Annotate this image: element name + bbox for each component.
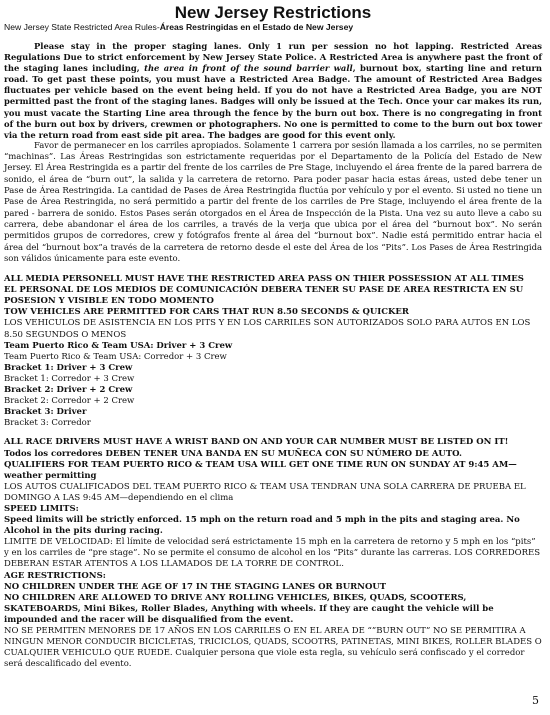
rule-line: Speed limits will be strictly enforced. 15 mph on the return road and 5 mph in the pits and staging area. No Alcohol in the pits during racing. [4,515,520,537]
page-title: New Jersey Restrictions [174,3,372,22]
rule-line: NO SE PERMITEN MENORES DE 17 AÑOS EN LOS CARRILES O EN EL AREA DE “”BURN OUT” NO SE PERMITIRA A NINGUN MENOR CONDUCIR BICICLETAS, TRICICLOS, QUADS, SCOOTRS, PATINETAS, MINI BIKES, ROLLER BLADES O CUALQUIER VEHICULO QUE RUEDE. Cualquier persona que viole esta regla, su vehículo será confiscado y el corredor será descalificado del evento. [4,626,542,670]
rule-line: NO CHILDREN ARE ALLOWED TO DRIVE ANY ROLLING VEHICLES, BIKES, QUADS, SCOOTERS, SKATEBOARDS, Mini Bikes, Roller Blades, Anything with wheels. If they are caught the vehicle will be impounded and the racer will be disqualified from the event. [4,592,494,625]
subtitle-spanish: Áreas Restringidas en el Estado de New Jersey [159,22,354,32]
rule-line: LIMITE DE VELOCIDAD: El límite de velocidad será estrictamente 15 mph en la carretera de retorno y 5 mph en los “pits” y en los carriles de “pre stage”. No se permite el consumo de alcohol en los “Pits” durante las carreras. LOS CORREDORES DEBERAN ESTAR ATENTOS A LOS LLAMADOS DE LA TORRE DE CONTROL. [4,537,541,570]
section-drivers-and-limits [4,437,542,670]
subtitle-english: New Jersey State Restricted Area Rules- [4,22,160,32]
rule-line: ALL MEDIA PERSONELL MUST HAVE THE RESTRICTED AREA PASS ON THIER POSSESSION AT ALL TIMES [4,274,524,285]
paragraph-spanish: Favor de permanecer en los carriles apropiados. Solamente 1 carrera por sesión llamada a los carriles, no se permiten “machinas”. Las Áreas Restringidas son estrictamente requeridas por el Departamento de la Policía del Estado de New Jersey. El Área Restringida es a partir del frente de los carriles de Pre Stage, incluyendo el área frente de la pared barrera de sonido, el área de “burn out”, la salida y la carretera de retorno. Para poder pasar hacia estas áreas, usted debe tener un Pase de Área Restringida. La cantidad de Pases de Área Restringida fluctúa por vehículo y por el evento. Si usted no tiene un Pase de Área Restringida, no será permitido a partir del frente de los carriles de Pre Stage, incluyendo el área frente de la pared - barrera de sonido. Estos Pases serán otorgados en el Área de Inspección de la Pista. Una vez su auto lleve a cabo su carrera, debe abandonar el área de los carriles, a través de la verja que ubica por el área del “burnout box”. No serán permitidos grupos de corredores, crew y fotógrafos frente al área del “burnout box”. Nadie está permitido entrar hacia el área del “burnout box”a través de la carretera de retorno desde el este del Área de los “Pits”. Los Pases de Área Restringida son válidos únicamente para este evento. [4,140,542,264]
rule-line: QUALIFIERS FOR TEAM PUERTO RICO & TEAM USA WILL GET ONE TIME RUN ON SUNDAY AT 9:45 AM—weather permitting [4,459,517,481]
paragraph-english-part2: , burnout box, starting line and return road. To get past these points, you must have a Restricted Area Badge. The amount of Restricted Area Badges fluctuates per vehicle based on the event being held. If you do not have a Restricted Area Badge, you are NOT permitted past the front of the staging lanes. Badges will only be issued at the Tech. Once your car makes its run, you must vacate the Starting Line area through the fence by the burn out box. There is no congregating in front of the burn out box by drivers, crewmen or photographers. No one is permitted to come to the burn out box tower via the return road from east side pit area. The badges are good for this event only. [4,63,542,140]
rule-line: LOS VEHICULOS DE ASISTENCIA EN LOS PITS Y EN LOS CARRILES SON AUTORIZADOS SOLO PARA AUTOS EN LOS 8.50 SEGUNDOS O MENOS [4,318,531,340]
rule-line: AGE RESTRICTIONS: [4,570,106,581]
rule-line: Team Puerto Rico & Team USA: Corredor + 3 Crew [4,351,227,362]
rule-line: Bracket 3: Corredor [4,418,91,429]
rule-line: EL PERSONAL DE LOS MEDIOS DE COMUNICACIÓN DEBERA TENER SU PASE DE AREA RESTRICTA EN SU POSESION Y VISIBLE EN TODO MOMENTO [4,285,524,307]
rule-line: ALL RACE DRIVERS MUST HAVE A WRIST BAND ON AND YOUR CAR NUMBER MUST BE LISTED ON IT! [4,437,509,448]
rule-line: TOW VEHICLES ARE PERMITTED FOR CARS THAT RUN 8.50 SECONDS & QUICKER [4,307,409,318]
paragraph-english-part1: Please stay in the proper staging lanes. Only 1 run per session no hot lapping. Restricted Areas Regulations Due to strict enforcement by New Jersey State Police. A Restricted Area is anywhere past the front of the staging lanes including, [4,41,542,74]
paragraph-english [4,41,542,141]
rule-line: SPEED LIMITS: [4,503,79,514]
document-page [4,4,542,670]
rule-line: Bracket 1: Corredor + 3 Crew [4,373,135,384]
rule-line: Bracket 2: Driver + 2 Crew [4,385,133,396]
page-number: 5 [532,694,539,707]
rule-line: Bracket 2: Corredor + 2 Crew [4,396,135,407]
rule-line: Team Puerto Rico & Team USA: Driver + 3 Crew [4,340,233,351]
rule-line: Todos los corredores DEBEN TENER UNA BANDA EN SU MUÑECA CON SU NÚMERO DE AUTO. [4,448,463,459]
rule-line: Bracket 1: Driver + 3 Crew [4,362,133,373]
rule-line: LOS AUTOS CUALIFICADOS DEL TEAM PUERTO RICO & TEAM USA TENDRAN UNA SOLA CARRERA DE PRUEBA EL DOMINGO A LAS 9:45 AM—dependiendo en el clima [4,481,526,503]
section-media-and-crew [4,274,542,429]
rule-line: Bracket 3: Driver [4,407,87,418]
paragraph-english-italic: the area in front of the sound barrier wall [144,63,353,74]
page-subtitle [4,22,542,33]
rule-line: NO CHILDREN UNDER THE AGE OF 17 IN THE STAGING LANES OR BURNOUT [4,581,387,592]
